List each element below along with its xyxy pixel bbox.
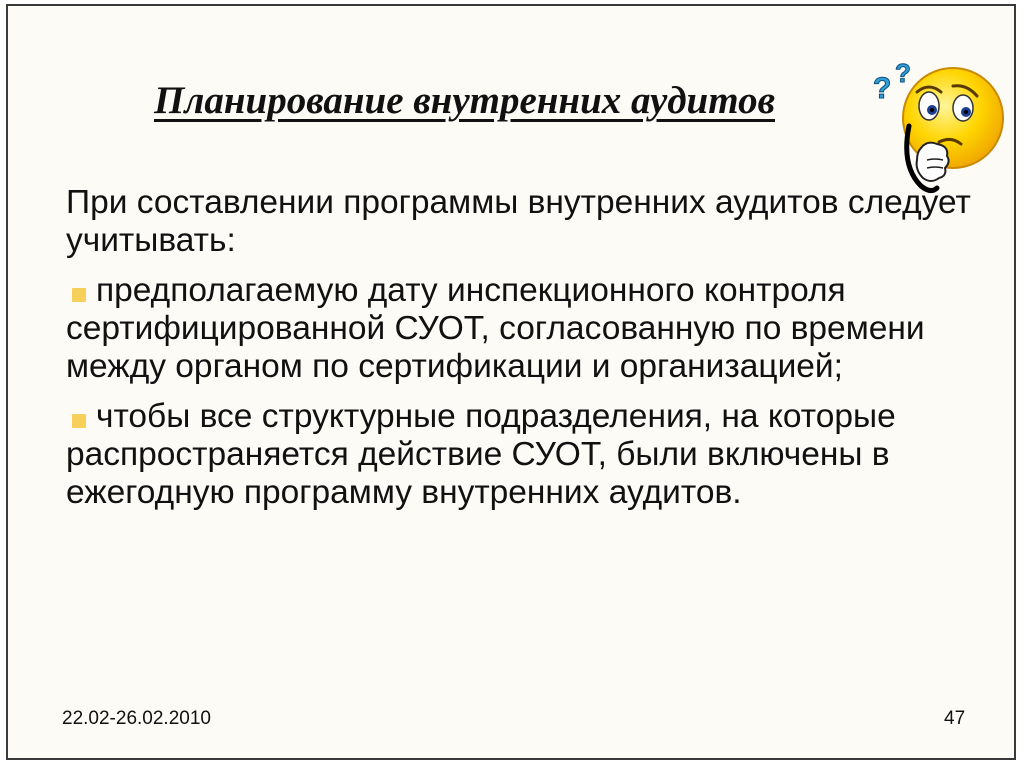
intro-text: При составлении программы внутренних аудитов следует учитывать: [66,184,971,259]
svg-text:?: ? [895,58,911,88]
square-bullet-icon [72,414,86,428]
slide [6,4,1016,760]
bullet-text: предполагаемую дату инспекционного контроля сертифицированной СУОТ, согласованную по времени между органом по сертификации и организацией; [66,272,925,385]
svg-text:?: ? [873,72,892,105]
slide-body [66,184,986,524]
slide-title: Планирование внутренних аудитов [154,79,775,122]
square-bullet-icon [72,288,86,302]
bullet-item [66,272,986,386]
footer-date: 22.02-26.02.2010 [62,708,211,729]
bullet-item [66,398,986,512]
page-number: 47 [944,708,966,729]
bullet-text: чтобы все структурные подразделения, на которые распространяется действие СУОТ, были включены в ежегодную программу внутренних аудитов. [66,398,896,511]
